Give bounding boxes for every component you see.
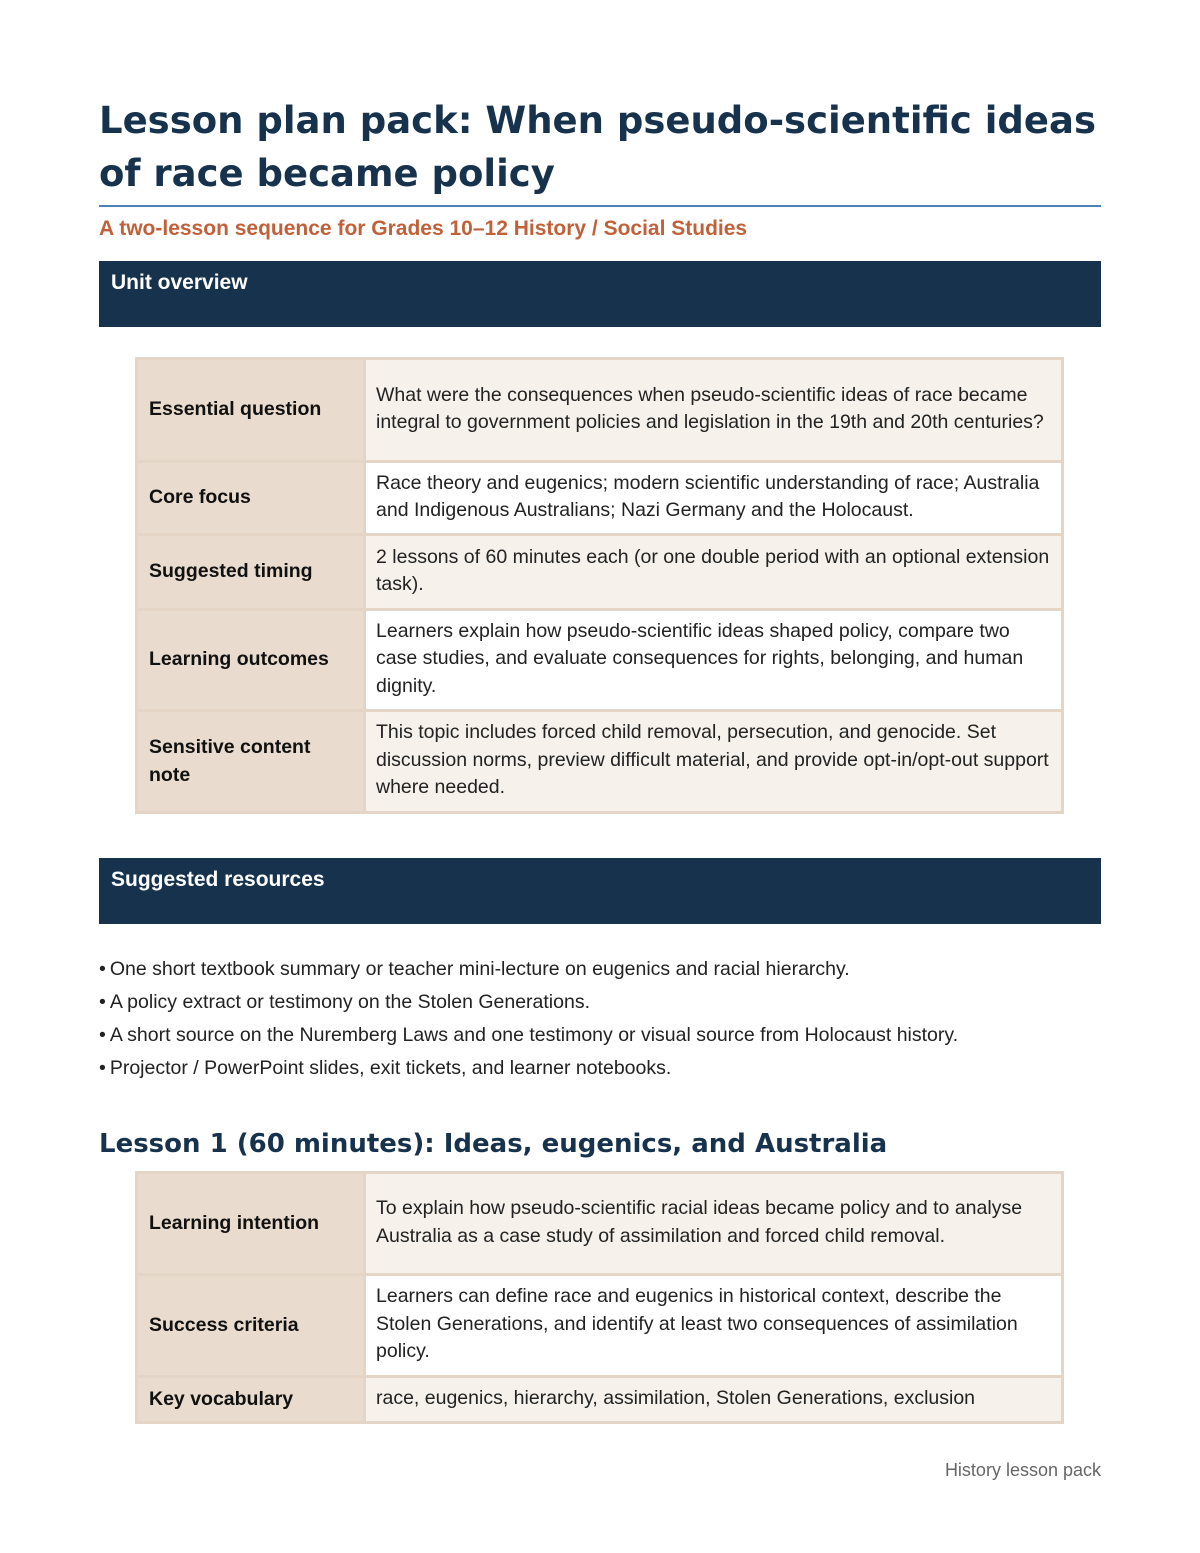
table-row: [137, 1275, 1063, 1377]
unit-overview-table: [135, 357, 1064, 814]
row-value: Learners explain how pseudo-scientific ideas shaped policy, compare two case studies, and evaluate consequences for rights, belonging, and human dignity.: [365, 610, 1063, 711]
lesson-1-heading: Lesson 1 (60 minutes): Ideas, eugenics, and Australia: [99, 1129, 888, 1159]
row-label: Essential question: [137, 359, 365, 462]
bullet-icon: •: [99, 1024, 106, 1046]
row-value: Race theory and eugenics; modern scientific understanding of race; Australia and Indigenous Australians; Nazi Germany and the Holocaust.: [365, 462, 1063, 535]
row-value: To explain how pseudo-scientific racial ideas became policy and to analyse Australia as a case study of assimilation and forced child removal.: [365, 1173, 1063, 1275]
table-row: [137, 535, 1063, 610]
list-item: • Projector / PowerPoint slides, exit tickets, and learner notebooks.: [99, 1057, 672, 1079]
unit-overview-banner: [99, 261, 1101, 327]
row-label: Suggested timing: [137, 535, 365, 610]
row-value: This topic includes forced child removal, persecution, and genocide. Set discussion norms, preview difficult material, and provide opt-in/opt-out support where needed.: [365, 711, 1063, 813]
row-label: Key vocabulary: [137, 1377, 365, 1423]
table-row: [137, 610, 1063, 711]
row-label: Learning intention: [137, 1173, 365, 1275]
row-label: Success criteria: [137, 1275, 365, 1377]
suggested-resources-banner: [99, 858, 1101, 924]
row-value: What were the consequences when pseudo-scientific ideas of race became integral to government policies and legislation in the 19th and 20th centuries?: [365, 359, 1063, 462]
resources-list: [99, 953, 1101, 1085]
page-footer: History lesson pack: [944, 1460, 1101, 1480]
table-row: [137, 711, 1063, 813]
unit-overview-heading: Unit overview: [111, 271, 248, 294]
row-label: Sensitive content note: [137, 711, 365, 813]
page-subtitle: A two-lesson sequence for Grades 10–12 History / Social Studies: [99, 217, 748, 240]
row-value: 2 lessons of 60 minutes each (or one double period with an optional extension task).: [365, 535, 1063, 610]
table-row: [137, 359, 1063, 462]
row-label: Core focus: [137, 462, 365, 535]
bullet-icon: •: [99, 958, 106, 980]
page-title: Lesson plan pack: When pseudo-scientific ideas of race became policy: [99, 99, 1096, 195]
title-divider: [99, 205, 1101, 207]
list-item: • A short source on the Nuremberg Laws and one testimony or visual source from Holocaust history.: [99, 1024, 959, 1046]
suggested-resources-heading: Suggested resources: [111, 868, 325, 891]
table-row: [137, 1377, 1063, 1423]
list-item: • A policy extract or testimony on the Stolen Generations.: [99, 991, 590, 1013]
row-value: race, eugenics, hierarchy, assimilation, Stolen Generations, exclusion: [365, 1377, 1063, 1423]
bullet-icon: •: [99, 1057, 106, 1079]
row-label: Learning outcomes: [137, 610, 365, 711]
bullet-icon: •: [99, 991, 106, 1013]
row-value: Learners can define race and eugenics in historical context, describe the Stolen Generations, and identify at least two consequences of assimilation policy.: [365, 1275, 1063, 1377]
list-item: • One short textbook summary or teacher mini-lecture on eugenics and racial hierarchy.: [99, 958, 850, 980]
lesson-1-table: [135, 1171, 1064, 1424]
table-row: [137, 462, 1063, 535]
table-row: [137, 1173, 1063, 1275]
